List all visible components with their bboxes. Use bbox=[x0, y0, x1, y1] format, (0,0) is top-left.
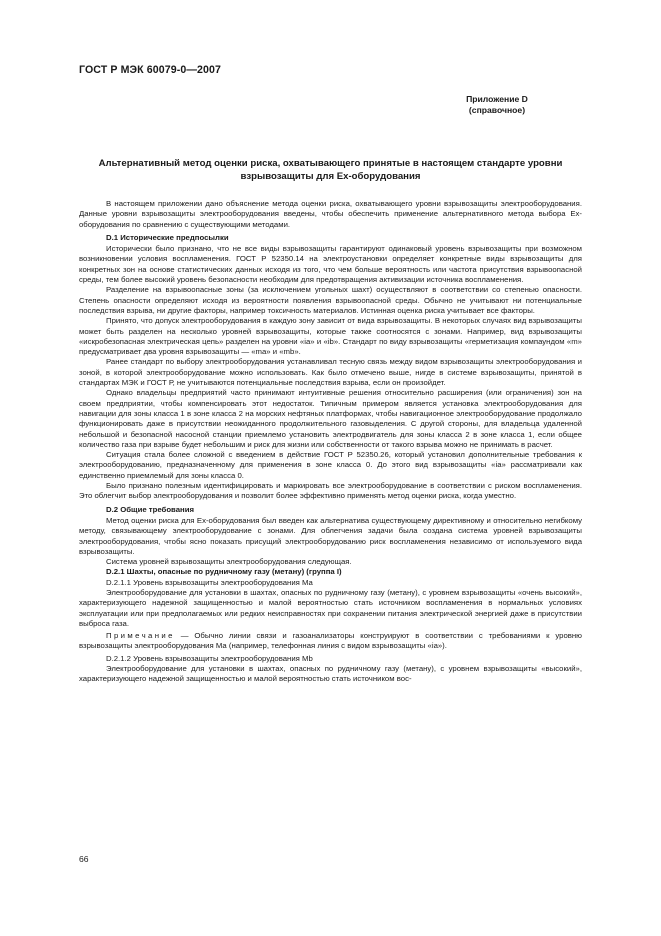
subsubsection-heading: D.2.1.1 Уровень взрывозащиты электрооборудования Ма bbox=[106, 577, 313, 587]
section-heading: D.1 Исторические предпосылки bbox=[106, 232, 229, 242]
paragraph: Электрооборудование для установки в шахтах, опасных по рудничному газу (метану), с уровнем взрывозащиты «высокий», характеризующего надежной защищенностью и малой вероятностью стать источником вос- bbox=[79, 664, 582, 684]
section-heading: D.2 Общие требования bbox=[106, 504, 194, 514]
paragraph: Разделение на взрывоопасные зоны (за исключением угольных шахт) осуществляют в соответствии со степенью опасности. Степень опасности определяют исходя из вероятности появления взрывоопасной среды. Обычно не учитывают ни потенциальные последствия взрыва, ни другие факторы, например токсичность материалов. Истинная оценка риска учитывает все факторы. bbox=[79, 285, 582, 315]
document-body bbox=[79, 199, 582, 685]
annex-label bbox=[79, 94, 582, 117]
paragraph: Исторически было признано, что не все виды взрывозащиты гарантируют одинаковый уровень взрывозащиты при возможном возникновении условия воспламенения. ГОСТ Р 52350.14 на электроустановки определяет конкретные виды взрывозащиты для конкретных зон на основе статистических данных исходя из того, что чем больше вероятность или частота присутствия взрывоопасной среды, тем более высокий уровень безопасности необходим для предотвращения активизации источника воспламенения. bbox=[79, 244, 582, 285]
subsubsection-heading: D.2.1.2 Уровень взрывозащиты электрооборудования Mb bbox=[106, 653, 313, 663]
note-label: Примечание bbox=[106, 631, 175, 641]
page-number: 66 bbox=[79, 854, 89, 864]
paragraph: В настоящем приложении дано объяснение метода оценки риска, охватывающего уровни взрывозащиты электрооборудования. Данные уровни взрывозащиты электрооборудования введены, чтобы обеспечить применение альтернативного метода выбора Ex-оборудования по сравнению с существующими методами. bbox=[79, 199, 582, 229]
paragraph: Однако владельцы предприятий часто принимают интуитивные решения относительно расширения (или ограничения) зон на своем предприятии, чтобы компенсировать этот недостаток. Типичным примером является установка электрооборудования для навигации для зоны класса 1 в зоне класса 2 на морских нефтяных платформах, чтобы навигационное электрооборудование продолжало функционировать даже в присутствии неожиданного продолжительного газовыделения. С другой стороны, для владельца удаленной небольшой и безопасной насосной станции приемлемо установить электродвигатель для зоны класса 2 в зоне класса 1, если общее количество газа при взрыве будет небольшим и риск для жизни или собственности от такого взрыва можно не принимать в расчет. bbox=[79, 388, 582, 449]
paragraph: Было признано полезным идентифицировать и маркировать все электрооборудование в соответствии с риском воспламенения. Это облегчит выбор электрооборудования и позволит более эффективно применять метод оценки риска, когда уместно. bbox=[79, 481, 582, 501]
note-text: — Обычно линии связи и газоанализаторы конструируют в соответствии с требованиями к уровню взрывозащиты электрооборудования Ма (например, телефонная линия с видом взрывозащиты «ia»). bbox=[79, 631, 582, 651]
subsection-heading: D.2.1 Шахты, опасные по рудничному газу (метану) (группа I) bbox=[106, 567, 342, 577]
note bbox=[79, 631, 582, 652]
paragraph: Электрооборудование для установки в шахтах, опасных по рудничному газу (метану), с уровнем взрывозащиты «очень высокий», характеризующего надежной защищенностью и малой вероятностью стать источником воспламенения в нормальных условиях эксплуатации или при предполагаемых или редких неисправностях при сохранении питания электрической энергией даже в присутствии выброса газа. bbox=[79, 587, 582, 628]
paragraph: Ранее стандарт по выбору электрооборудования устанавливал тесную связь между видом взрывозащиты электрооборудования и зоной, в которой электрооборудование можно использовать. Как было отмечено выше, нигде в системе взрывозащиты, принятой в стандартах МЭК и ГОСТ Р, не учитываются потенциальные последствия взрыва, если он произойдет. bbox=[79, 357, 582, 388]
paragraph: Принято, что допуск электрооборудования в каждую зону зависит от вида взрывозащиты. В некоторых случаях вид взрывозащиты может быть разделен на несколько уровней взрывозащиты, которые также соотносятся с зонами. Например, вид взрывозащиты «искробезопасная электрическая цепь» разделен на уровни «ia» и «ib». Стандарт по виду взрывозащиты «герметизация компаундом «m» предусматривает два уровня взрывозащиты — «ma» и «mb». bbox=[79, 316, 582, 357]
paragraph: Метод оценки риска для Ex-оборудования был введен как альтернатива существующему директивному и относительно негибкому методу, связывающему электрооборудование с зонами. Для облегчения задачи была создана система уровней взрывозащиты электрооборудования, чтобы ясно показать присущий электрооборудованию риск воспламенения независимо от используемого вида взрывозащиты. bbox=[79, 515, 582, 556]
paragraph: Система уровней взрывозащиты электрооборудования следующая. bbox=[106, 557, 352, 567]
paragraph: Ситуация стала более сложной с введением в действие ГОСТ Р 52350.26, который установил дополнительные требования к электрооборудованию, предназначенному для применения в зоне класса 0. До этого вид взрывозащиты «ia» рассматривали как единственно приемлемый для зоны класса 0. bbox=[79, 450, 582, 480]
annex-title: Приложение D bbox=[466, 94, 528, 104]
annex-heading: Альтернативный метод оценки риска, охватывающего принятые в настоящем стандарте уровни взрывозащиты для Ex-оборудования bbox=[98, 158, 563, 183]
standard-header: ГОСТ Р МЭК 60079-0—2007 bbox=[79, 64, 222, 76]
annex-type: (справочное) bbox=[468, 105, 526, 116]
